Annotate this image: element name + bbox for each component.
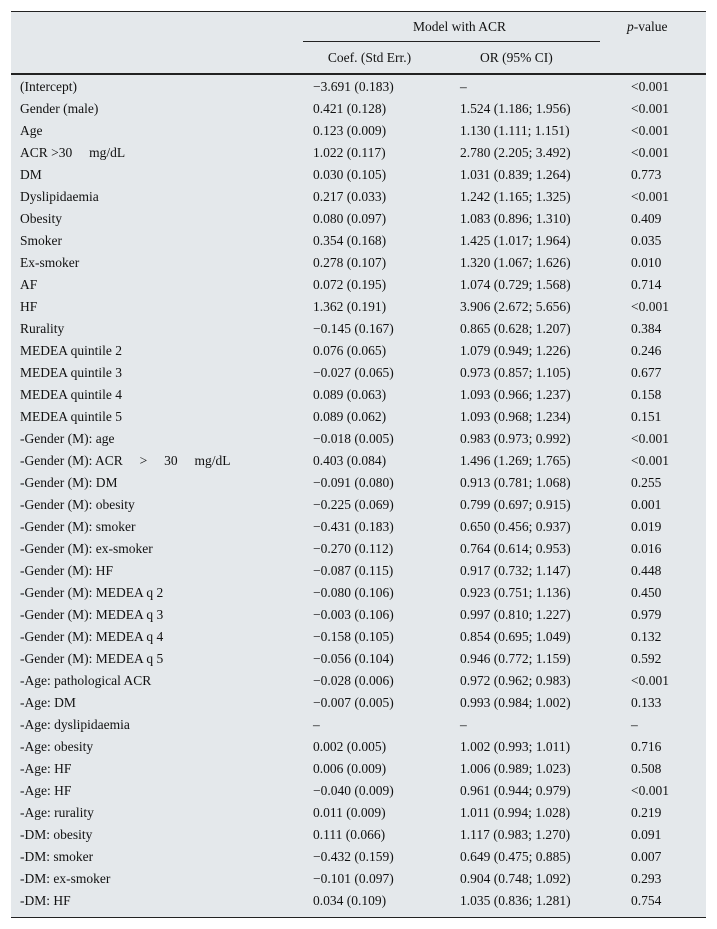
table-row xyxy=(11,340,706,362)
ci-cell: 1.035 (0.836; 1.281) xyxy=(460,893,571,908)
ci-cell: 1.524 (1.186; 1.956) xyxy=(460,101,571,116)
pvalue-cell: <0.001 xyxy=(631,79,670,94)
ci-cell: 1.242 (1.165; 1.325) xyxy=(460,189,571,204)
pvalue-cell: 0.091 xyxy=(631,827,662,842)
table-row xyxy=(11,252,706,274)
term-cell: -Gender (M): age xyxy=(20,431,115,446)
coef-cell: −0.003 (0.106) xyxy=(313,607,394,622)
term-cell: MEDEA quintile 2 xyxy=(20,343,122,358)
coef-cell: −0.028 (0.006) xyxy=(313,673,394,688)
term-cell: -Gender (M): smoker xyxy=(20,519,136,534)
coef-cell: −0.027 (0.065) xyxy=(313,365,394,380)
term-cell: -DM: obesity xyxy=(20,827,93,842)
model-group-rule xyxy=(303,41,600,42)
regression-table-panel xyxy=(11,11,706,918)
coef-cell: −0.431 (0.183) xyxy=(313,519,394,534)
term-cell: Gender (male) xyxy=(20,101,99,116)
pvalue-cell: 0.016 xyxy=(631,541,662,556)
pvalue-cell: <0.001 xyxy=(631,189,670,204)
pvalue-cell: 0.133 xyxy=(631,695,662,710)
table-row xyxy=(11,758,706,780)
term-cell: -Age: HF xyxy=(20,761,72,776)
coef-cell: 0.011 (0.009) xyxy=(313,805,386,820)
term-cell: -Age: dyslipidaemia xyxy=(20,717,130,732)
pvalue-cell: 0.001 xyxy=(631,497,662,512)
term-cell: (Intercept) xyxy=(20,79,77,94)
coef-cell: 0.089 (0.062) xyxy=(313,409,387,424)
coef-cell: 1.362 (0.191) xyxy=(313,299,387,314)
ci-cell: 1.117 (0.983; 1.270) xyxy=(460,827,571,842)
term-cell: -Age: DM xyxy=(20,695,76,710)
term-cell: Ex-smoker xyxy=(20,255,80,270)
coef-cell: −0.158 (0.105) xyxy=(313,629,394,644)
table-row xyxy=(11,274,706,296)
pvalue-cell: 0.019 xyxy=(631,519,662,534)
pvalue-cell: 0.677 xyxy=(631,365,662,380)
model-group-label: Model with ACR xyxy=(413,19,507,34)
term-cell: -Age: HF xyxy=(20,783,72,798)
ci-cell: 1.002 (0.993; 1.011) xyxy=(460,739,571,754)
ci-cell: 1.496 (1.269; 1.765) xyxy=(460,453,571,468)
ci-cell: 0.764 (0.614; 0.953) xyxy=(460,541,571,556)
table-row xyxy=(11,318,706,340)
term-cell: -Gender (M): obesity xyxy=(20,497,135,512)
coef-cell: 0.421 (0.128) xyxy=(313,101,387,116)
ci-cell: 0.904 (0.748; 1.092) xyxy=(460,871,571,886)
coef-column-header: Coef. (Std Err.) xyxy=(327,49,412,65)
ci-cell: 0.997 (0.810; 1.227) xyxy=(460,607,571,622)
table-row xyxy=(11,714,706,736)
pvalue-cell: 0.151 xyxy=(631,409,662,424)
coef-cell: −0.080 (0.106) xyxy=(313,585,394,600)
ci-cell: 1.093 (0.966; 1.237) xyxy=(460,387,571,402)
ci-cell: 1.093 (0.968; 1.234) xyxy=(460,409,571,424)
coef-cell: 0.006 (0.009) xyxy=(313,761,387,776)
coef-cell: −0.145 (0.167) xyxy=(313,321,394,336)
coef-cell: −0.018 (0.005) xyxy=(313,431,394,446)
coef-cell: −0.007 (0.005) xyxy=(313,695,394,710)
ci-cell: 0.972 (0.962; 0.983) xyxy=(460,673,571,688)
coef-cell: 0.030 (0.105) xyxy=(313,167,387,182)
ci-cell: 1.083 (0.896; 1.310) xyxy=(460,211,571,226)
table-row xyxy=(11,538,706,560)
term-cell: MEDEA quintile 5 xyxy=(20,409,122,424)
table-row xyxy=(11,472,706,494)
pvalue-cell: 0.035 xyxy=(631,233,662,248)
table-row xyxy=(11,890,706,912)
term-cell: -Gender (M): MEDEA q 2 xyxy=(20,585,164,600)
pvalue-cell: 0.592 xyxy=(631,651,662,666)
coef-cell: −0.225 (0.069) xyxy=(313,497,394,512)
pvalue-cell: 0.450 xyxy=(631,585,662,600)
ci-cell: 0.865 (0.628; 1.207) xyxy=(460,321,571,336)
table-row xyxy=(11,736,706,758)
table-row xyxy=(11,494,706,516)
ci-cell: – xyxy=(460,79,467,94)
table-row xyxy=(11,230,706,252)
ci-cell: 3.906 (2.672; 5.656) xyxy=(460,299,571,314)
pvalue-cell: <0.001 xyxy=(631,123,670,138)
ci-cell: 0.973 (0.857; 1.105) xyxy=(460,365,571,380)
term-cell: Dyslipidaemia xyxy=(20,189,99,204)
ci-cell: 1.130 (1.111; 1.151) xyxy=(460,123,570,138)
coef-cell: 0.278 (0.107) xyxy=(313,255,387,270)
term-cell: -Age: rurality xyxy=(20,805,94,820)
pvalue-cell: <0.001 xyxy=(631,145,670,160)
ci-cell: 0.650 (0.456; 0.937) xyxy=(460,519,571,534)
coef-cell: −0.432 (0.159) xyxy=(313,849,394,864)
coef-cell: 0.217 (0.033) xyxy=(313,189,387,204)
regression-table xyxy=(11,12,706,912)
ci-cell: 0.983 (0.973; 0.992) xyxy=(460,431,571,446)
term-cell: -DM: ex-smoker xyxy=(20,871,111,886)
ci-cell: 1.006 (0.989; 1.023) xyxy=(460,761,571,776)
pvalue-cell: 0.132 xyxy=(631,629,662,644)
term-cell: Age xyxy=(20,123,43,138)
term-cell: -Gender (M): HF xyxy=(20,563,113,578)
pvalue-cell: 0.979 xyxy=(631,607,662,622)
pvalue-cell: <0.001 xyxy=(631,101,670,116)
header-empty-cell xyxy=(11,12,303,42)
coef-cell: 0.076 (0.065) xyxy=(313,343,387,358)
table-row xyxy=(11,604,706,626)
ci-cell: – xyxy=(460,717,467,732)
term-cell: DM xyxy=(20,167,42,182)
table-row xyxy=(11,384,706,406)
pvalue-cell: 0.384 xyxy=(631,321,662,336)
term-cell: ACR >30 mg/dL xyxy=(20,145,126,160)
term-cell: -Gender (M): DM xyxy=(20,475,118,490)
pvalue-cell: <0.001 xyxy=(631,673,670,688)
term-cell: Obesity xyxy=(20,211,62,226)
table-row xyxy=(11,516,706,538)
term-cell: Rurality xyxy=(20,321,65,336)
term-cell: MEDEA quintile 4 xyxy=(20,387,122,402)
table-row xyxy=(11,186,706,208)
pvalue-cell: 0.448 xyxy=(631,563,662,578)
term-cell: -Gender (M): MEDEA q 3 xyxy=(20,607,164,622)
term-cell: -DM: HF xyxy=(20,893,71,908)
term-cell: -Age: pathological ACR xyxy=(20,673,152,688)
ci-cell: 1.011 (0.994; 1.028) xyxy=(460,805,571,820)
table-row xyxy=(11,626,706,648)
coef-cell: – xyxy=(313,717,320,732)
table-body xyxy=(11,74,706,912)
pvalue-cell: 0.158 xyxy=(631,387,662,402)
table-row xyxy=(11,670,706,692)
term-cell: HF xyxy=(20,299,38,314)
pvalue-cell: 0.007 xyxy=(631,849,662,864)
model-group-header xyxy=(303,12,616,42)
table-row xyxy=(11,164,706,186)
ci-cell: 1.074 (0.729; 1.568) xyxy=(460,277,571,292)
table-row xyxy=(11,296,706,318)
coef-cell: 0.034 (0.109) xyxy=(313,893,387,908)
term-cell: -DM: smoker xyxy=(20,849,94,864)
coef-cell: 0.111 (0.066) xyxy=(313,827,386,842)
pvalue-cell: 0.409 xyxy=(631,211,662,226)
pvalue-cell: 0.246 xyxy=(631,343,662,358)
pvalue-header-italic: p xyxy=(627,19,634,34)
table-row xyxy=(11,98,706,120)
pvalue-cell: <0.001 xyxy=(631,299,670,314)
ci-cell: 0.923 (0.751; 1.136) xyxy=(460,585,571,600)
pvalue-cell: 0.219 xyxy=(631,805,662,820)
ci-cell: 0.993 (0.984; 1.002) xyxy=(460,695,571,710)
pvalue-header-rest: -value xyxy=(633,19,668,34)
term-cell: -Age: obesity xyxy=(20,739,94,754)
table-header xyxy=(11,12,706,74)
ci-cell: 1.031 (0.839; 1.264) xyxy=(460,167,571,182)
ci-cell: 1.320 (1.067; 1.626) xyxy=(460,255,571,270)
coef-cell: 0.089 (0.063) xyxy=(313,387,387,402)
coef-cell: 0.354 (0.168) xyxy=(313,233,387,248)
coef-cell: 0.123 (0.009) xyxy=(313,123,387,138)
table-row xyxy=(11,450,706,472)
pvalue-cell: 0.714 xyxy=(631,277,662,292)
pvalue-cell: 0.293 xyxy=(631,871,662,886)
ci-cell: 0.799 (0.697; 0.915) xyxy=(460,497,571,512)
term-cell: Smoker xyxy=(20,233,62,248)
term-cell: -Gender (M): MEDEA q 4 xyxy=(20,629,164,644)
coef-cell: 1.022 (0.117) xyxy=(313,145,386,160)
pvalue-cell: 0.754 xyxy=(631,893,662,908)
coef-cell: −3.691 (0.183) xyxy=(313,79,394,94)
table-row xyxy=(11,362,706,384)
term-cell: AF xyxy=(20,277,38,292)
pvalue-cell: <0.001 xyxy=(631,431,670,446)
or-column-header: OR (95% CI) xyxy=(480,49,553,65)
table-row xyxy=(11,74,706,98)
pvalue-cell: 0.716 xyxy=(631,739,662,754)
table-row xyxy=(11,868,706,890)
table-row xyxy=(11,582,706,604)
table-row xyxy=(11,802,706,824)
pvalue-cell: – xyxy=(631,717,638,732)
coef-cell: −0.270 (0.112) xyxy=(313,541,394,556)
ci-cell: 0.917 (0.732; 1.147) xyxy=(460,563,571,578)
ci-cell: 1.079 (0.949; 1.226) xyxy=(460,343,571,358)
table-row xyxy=(11,692,706,714)
term-cell: -Gender (M): ex-smoker xyxy=(20,541,153,556)
ci-cell: 0.913 (0.781; 1.068) xyxy=(460,475,571,490)
coef-cell: 0.080 (0.097) xyxy=(313,211,387,226)
ci-cell: 0.854 (0.695; 1.049) xyxy=(460,629,571,644)
table-row xyxy=(11,824,706,846)
pvalue-cell: 0.010 xyxy=(631,255,662,270)
table-row xyxy=(11,142,706,164)
table-row xyxy=(11,780,706,802)
ci-cell: 1.425 (1.017; 1.964) xyxy=(460,233,571,248)
ci-cell: 0.961 (0.944; 0.979) xyxy=(460,783,571,798)
table-row xyxy=(11,560,706,582)
table-row xyxy=(11,208,706,230)
coef-cell: −0.087 (0.115) xyxy=(313,563,394,578)
pvalue-cell: 0.508 xyxy=(631,761,662,776)
coef-cell: 0.072 (0.195) xyxy=(313,277,387,292)
table-row xyxy=(11,120,706,142)
ci-cell: 0.649 (0.475; 0.885) xyxy=(460,849,571,864)
coef-cell: −0.091 (0.080) xyxy=(313,475,394,490)
table-row xyxy=(11,406,706,428)
table-row xyxy=(11,648,706,670)
pvalue-cell: <0.001 xyxy=(631,453,670,468)
ci-cell: 2.780 (2.205; 3.492) xyxy=(460,145,571,160)
coef-cell: 0.403 (0.084) xyxy=(313,453,387,468)
table-row xyxy=(11,846,706,868)
pvalue-cell: 0.773 xyxy=(631,167,662,182)
table-row xyxy=(11,428,706,450)
pvalue-cell: <0.001 xyxy=(631,783,670,798)
term-cell: MEDEA quintile 3 xyxy=(20,365,122,380)
term-cell: -Gender (M): ACR > 30 mg/dL xyxy=(20,453,231,468)
term-cell: -Gender (M): MEDEA q 5 xyxy=(20,651,164,666)
ci-cell: 0.946 (0.772; 1.159) xyxy=(460,651,571,666)
coef-cell: 0.002 (0.005) xyxy=(313,739,387,754)
header-empty-cell xyxy=(11,42,303,73)
pvalue-cell: 0.255 xyxy=(631,475,662,490)
coef-cell: −0.101 (0.097) xyxy=(313,871,394,886)
coef-cell: −0.040 (0.009) xyxy=(313,783,394,798)
pvalue-header xyxy=(616,12,706,73)
coef-cell: −0.056 (0.104) xyxy=(313,651,394,666)
